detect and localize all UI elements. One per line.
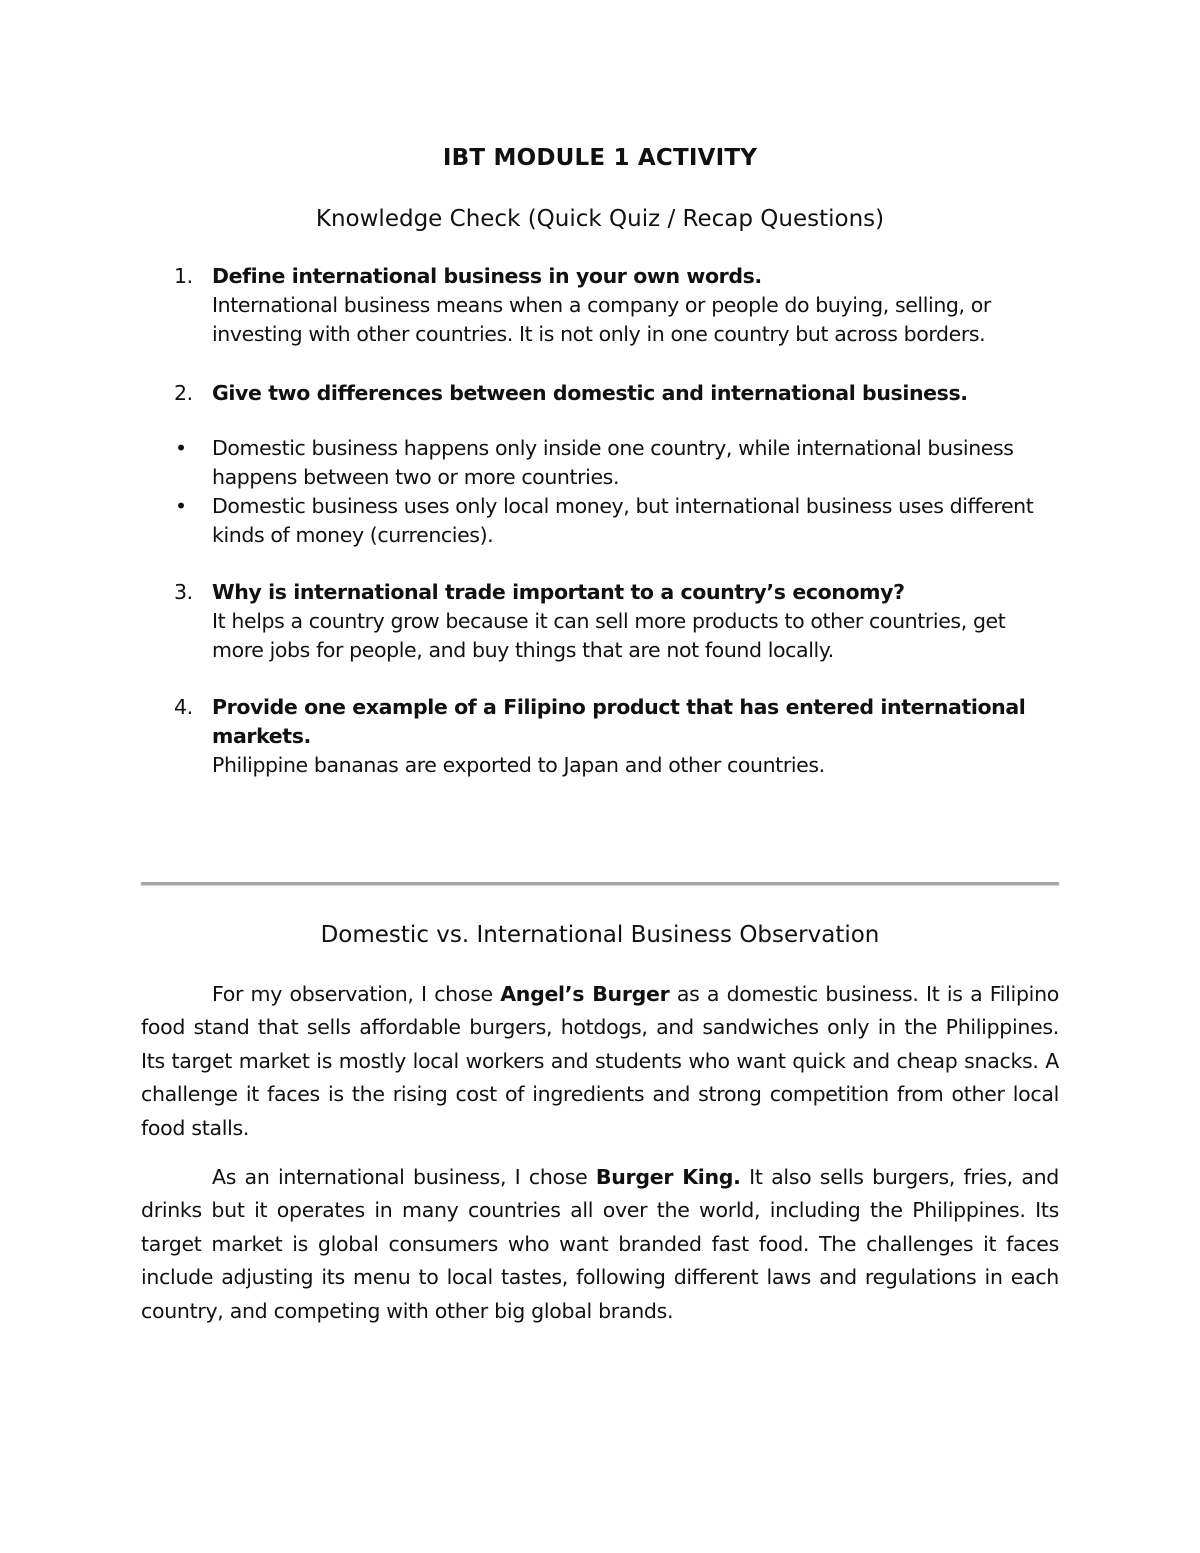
business-name-domestic: Angel’s Burger <box>500 982 670 1006</box>
international-observation-paragraph <box>141 1161 1059 1328</box>
answer-text: Philippine bananas are exported to Japan and other countries. <box>212 753 825 777</box>
domestic-observation-paragraph <box>141 978 1059 1145</box>
difference-text: Domestic business happens only inside one country, while international business happens between two or more countries. <box>212 436 1014 489</box>
list-item <box>141 492 1059 550</box>
question-number: 1. <box>174 264 193 288</box>
differences-list <box>141 434 1059 550</box>
knowledge-check-heading: Knowledge Check (Quick Quiz / Recap Questions) <box>315 206 885 232</box>
question-number: 3. <box>174 580 193 604</box>
section-divider <box>141 882 1059 885</box>
question-block-3 <box>141 578 1059 665</box>
paragraph-text: It also sells burgers, fries, and drinks but it operates in many countries all over the world, including the Philippines. Its target market is global consumers who want branded fast food. The challenges it faces include adjusting its menu to local tastes, following different laws and regulations in each country, and competing with other big global brands. <box>141 1165 1059 1323</box>
question-text: Provide one example of a Filipino product that has entered international markets. <box>212 695 1026 748</box>
paragraph-text: As an international business, I chose <box>212 1165 596 1189</box>
business-name-international: Burger King. <box>595 1165 741 1189</box>
answer-text: International business means when a company or people do buying, selling, or investing with other countries. It is not only in one country but across borders. <box>212 293 991 346</box>
question-number: 2. <box>174 381 193 405</box>
question-text: Define international business in your own words. <box>212 264 762 288</box>
observation-heading: Domestic vs. International Business Observation <box>320 922 880 948</box>
question-block-2 <box>141 379 1059 408</box>
answer-text: It helps a country grow because it can sell more products to other countries, get more jobs for people, and buy things that are not found locally. <box>212 609 1006 662</box>
question-text: Why is international trade important to a country’s economy? <box>212 580 905 604</box>
paragraph-text: as a domestic business. It is a Filipino food stand that sells affordable burgers, hotdogs, and sandwiches only in the Philippines. Its target market is mostly local workers and students who want quick and cheap snacks. A challenge it faces is the rising cost of ingredients and strong competition from other local food stalls. <box>141 982 1060 1140</box>
question-block-4 <box>141 693 1059 780</box>
difference-text: Domestic business uses only local money, but international business uses different kinds of money (currencies). <box>212 494 1034 547</box>
question-text: Give two differences between domestic and international business. <box>212 381 968 405</box>
paragraph-text: For my observation, I chose <box>212 982 501 1006</box>
bullet-icon: • <box>175 436 187 460</box>
question-number: 4. <box>174 695 193 719</box>
bullet-icon: • <box>175 494 187 518</box>
question-block-1 <box>141 262 1059 349</box>
document-title: IBT MODULE 1 ACTIVITY <box>442 145 758 171</box>
list-item <box>141 434 1059 492</box>
